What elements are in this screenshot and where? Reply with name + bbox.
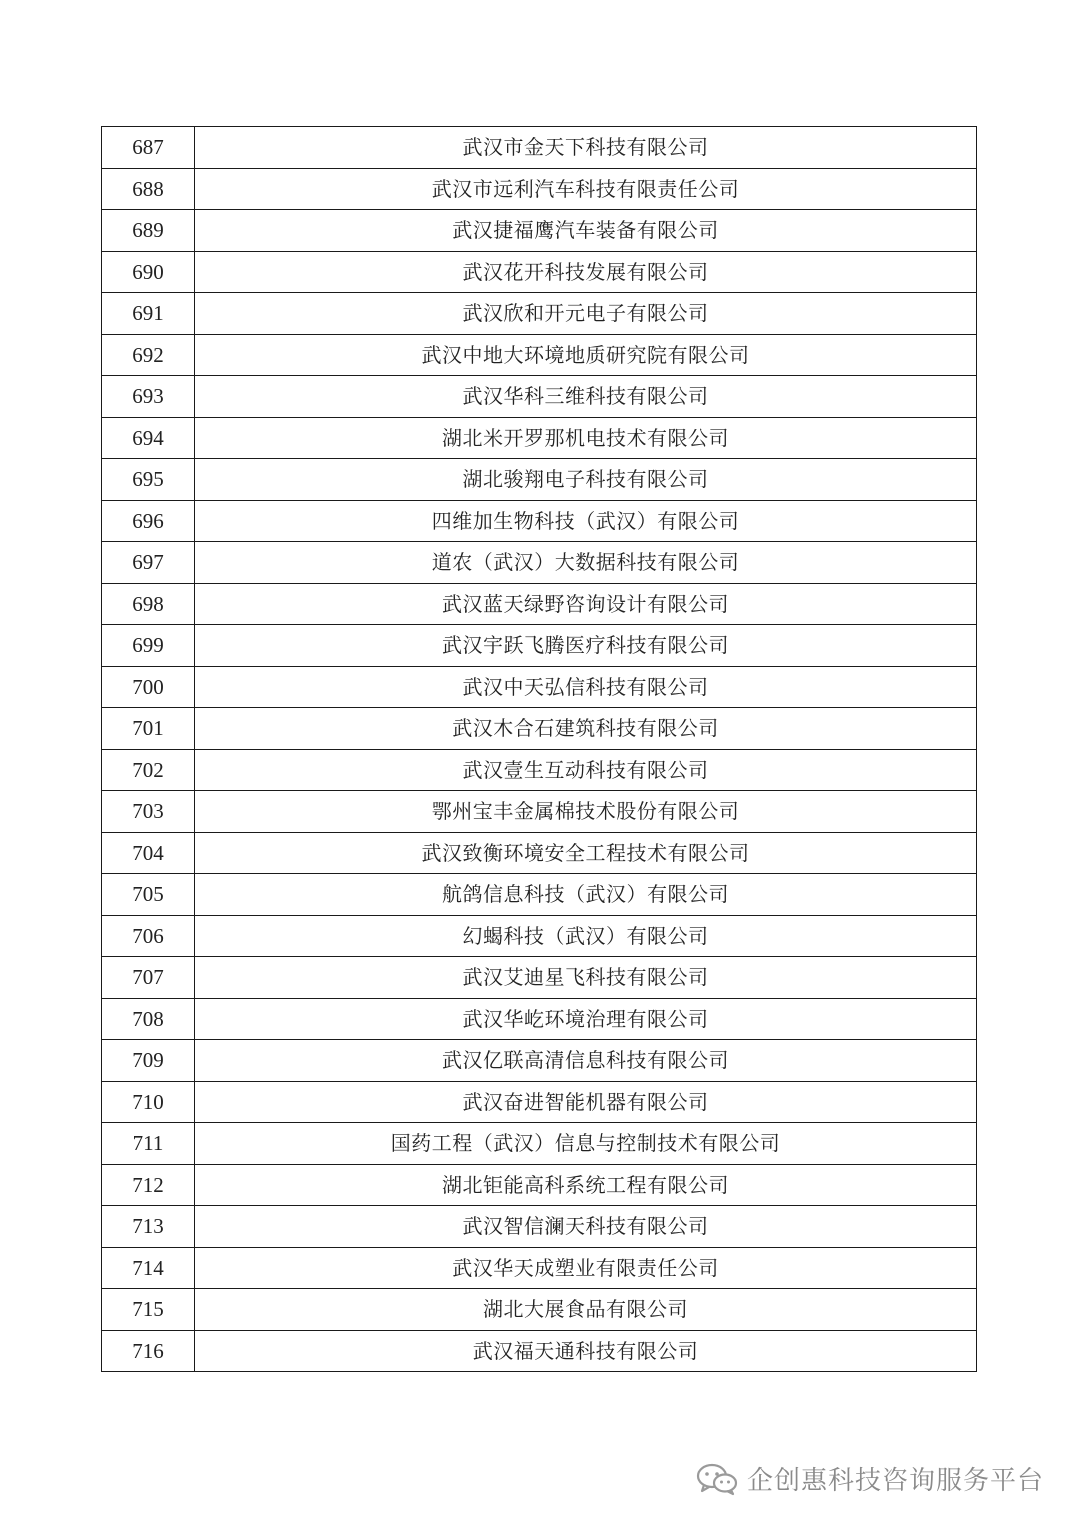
company-name-cell: 武汉华天成塑业有限责任公司 xyxy=(195,1247,977,1289)
table-row xyxy=(102,749,977,791)
table-row xyxy=(102,251,977,293)
company-name-cell: 航鸽信息科技（武汉）有限公司 xyxy=(195,874,977,916)
table-row xyxy=(102,459,977,501)
company-name-cell: 武汉欣和开元电子有限公司 xyxy=(195,293,977,335)
company-name-cell: 武汉华科三维科技有限公司 xyxy=(195,376,977,418)
company-name-cell: 武汉花开科技发展有限公司 xyxy=(195,251,977,293)
table-row xyxy=(102,293,977,335)
table-row xyxy=(102,1040,977,1082)
company-name-cell: 武汉艾迪星飞科技有限公司 xyxy=(195,957,977,999)
company-name-cell: 武汉市远利汽车科技有限责任公司 xyxy=(195,168,977,210)
table-row xyxy=(102,1164,977,1206)
row-number-cell: 687 xyxy=(102,127,195,169)
table-row xyxy=(102,376,977,418)
table-row xyxy=(102,957,977,999)
row-number-cell: 703 xyxy=(102,791,195,833)
table-row xyxy=(102,1123,977,1165)
row-number-cell: 715 xyxy=(102,1289,195,1331)
row-number-cell: 701 xyxy=(102,708,195,750)
company-name-cell: 湖北钜能高科系统工程有限公司 xyxy=(195,1164,977,1206)
row-number-cell: 700 xyxy=(102,666,195,708)
company-name-cell: 湖北大展食品有限公司 xyxy=(195,1289,977,1331)
row-number-cell: 694 xyxy=(102,417,195,459)
company-name-cell: 道农（武汉）大数据科技有限公司 xyxy=(195,542,977,584)
row-number-cell: 698 xyxy=(102,583,195,625)
company-name-cell: 国药工程（武汉）信息与控制技术有限公司 xyxy=(195,1123,977,1165)
company-name-cell: 幻蝎科技（武汉）有限公司 xyxy=(195,915,977,957)
watermark xyxy=(695,1460,1044,1497)
table-row xyxy=(102,1206,977,1248)
row-number-cell: 697 xyxy=(102,542,195,584)
table-row xyxy=(102,417,977,459)
table-row xyxy=(102,625,977,667)
row-number-cell: 704 xyxy=(102,832,195,874)
table-row xyxy=(102,1247,977,1289)
row-number-cell: 696 xyxy=(102,500,195,542)
company-name-cell: 武汉福天通科技有限公司 xyxy=(195,1330,977,1372)
row-number-cell: 702 xyxy=(102,749,195,791)
row-number-cell: 710 xyxy=(102,1081,195,1123)
watermark-text: 企创惠科技咨询服务平台 xyxy=(746,1466,1044,1496)
table-row xyxy=(102,500,977,542)
company-name-cell: 武汉木合石建筑科技有限公司 xyxy=(195,708,977,750)
row-number-cell: 709 xyxy=(102,1040,195,1082)
table-row xyxy=(102,1081,977,1123)
company-list-table xyxy=(101,126,977,1372)
company-name-cell: 武汉宇跃飞腾医疗科技有限公司 xyxy=(195,625,977,667)
table-row xyxy=(102,1289,977,1331)
row-number-cell: 692 xyxy=(102,334,195,376)
company-name-cell: 武汉智信澜天科技有限公司 xyxy=(195,1206,977,1248)
company-name-cell: 武汉捷福鹰汽车装备有限公司 xyxy=(195,210,977,252)
row-number-cell: 690 xyxy=(102,251,195,293)
row-number-cell: 699 xyxy=(102,625,195,667)
row-number-cell: 689 xyxy=(102,210,195,252)
table-row xyxy=(102,1330,977,1372)
table-row xyxy=(102,791,977,833)
row-number-cell: 707 xyxy=(102,957,195,999)
table-row xyxy=(102,542,977,584)
table-row xyxy=(102,168,977,210)
company-name-cell: 武汉市金天下科技有限公司 xyxy=(195,127,977,169)
company-name-cell: 武汉奋进智能机器有限公司 xyxy=(195,1081,977,1123)
row-number-cell: 716 xyxy=(102,1330,195,1372)
table-row xyxy=(102,998,977,1040)
row-number-cell: 706 xyxy=(102,915,195,957)
table-row xyxy=(102,210,977,252)
table-body xyxy=(102,127,977,1372)
company-name-cell: 武汉蓝天绿野咨询设计有限公司 xyxy=(195,583,977,625)
table-row xyxy=(102,334,977,376)
table-row xyxy=(102,915,977,957)
company-name-cell: 鄂州宝丰金属棉技术股份有限公司 xyxy=(195,791,977,833)
table-row xyxy=(102,666,977,708)
row-number-cell: 693 xyxy=(102,376,195,418)
company-name-cell: 湖北米开罗那机电技术有限公司 xyxy=(195,417,977,459)
company-name-cell: 武汉致衡环境安全工程技术有限公司 xyxy=(195,832,977,874)
wechat-icon xyxy=(695,1462,739,1496)
company-name-cell: 武汉中天弘信科技有限公司 xyxy=(195,666,977,708)
company-name-cell: 武汉中地大环境地质研究院有限公司 xyxy=(195,334,977,376)
table-row xyxy=(102,127,977,169)
row-number-cell: 713 xyxy=(102,1206,195,1248)
table-row xyxy=(102,832,977,874)
row-number-cell: 688 xyxy=(102,168,195,210)
table-row xyxy=(102,708,977,750)
company-name-cell: 四维加生物科技（武汉）有限公司 xyxy=(195,500,977,542)
company-name-cell: 湖北骏翔电子科技有限公司 xyxy=(195,459,977,501)
row-number-cell: 711 xyxy=(102,1123,195,1165)
company-name-cell: 武汉壹生互动科技有限公司 xyxy=(195,749,977,791)
row-number-cell: 712 xyxy=(102,1164,195,1206)
row-number-cell: 708 xyxy=(102,998,195,1040)
company-name-cell: 武汉亿联高清信息科技有限公司 xyxy=(195,1040,977,1082)
table-row xyxy=(102,874,977,916)
row-number-cell: 691 xyxy=(102,293,195,335)
table-row xyxy=(102,583,977,625)
row-number-cell: 705 xyxy=(102,874,195,916)
row-number-cell: 695 xyxy=(102,459,195,501)
row-number-cell: 714 xyxy=(102,1247,195,1289)
company-name-cell: 武汉华屹环境治理有限公司 xyxy=(195,998,977,1040)
